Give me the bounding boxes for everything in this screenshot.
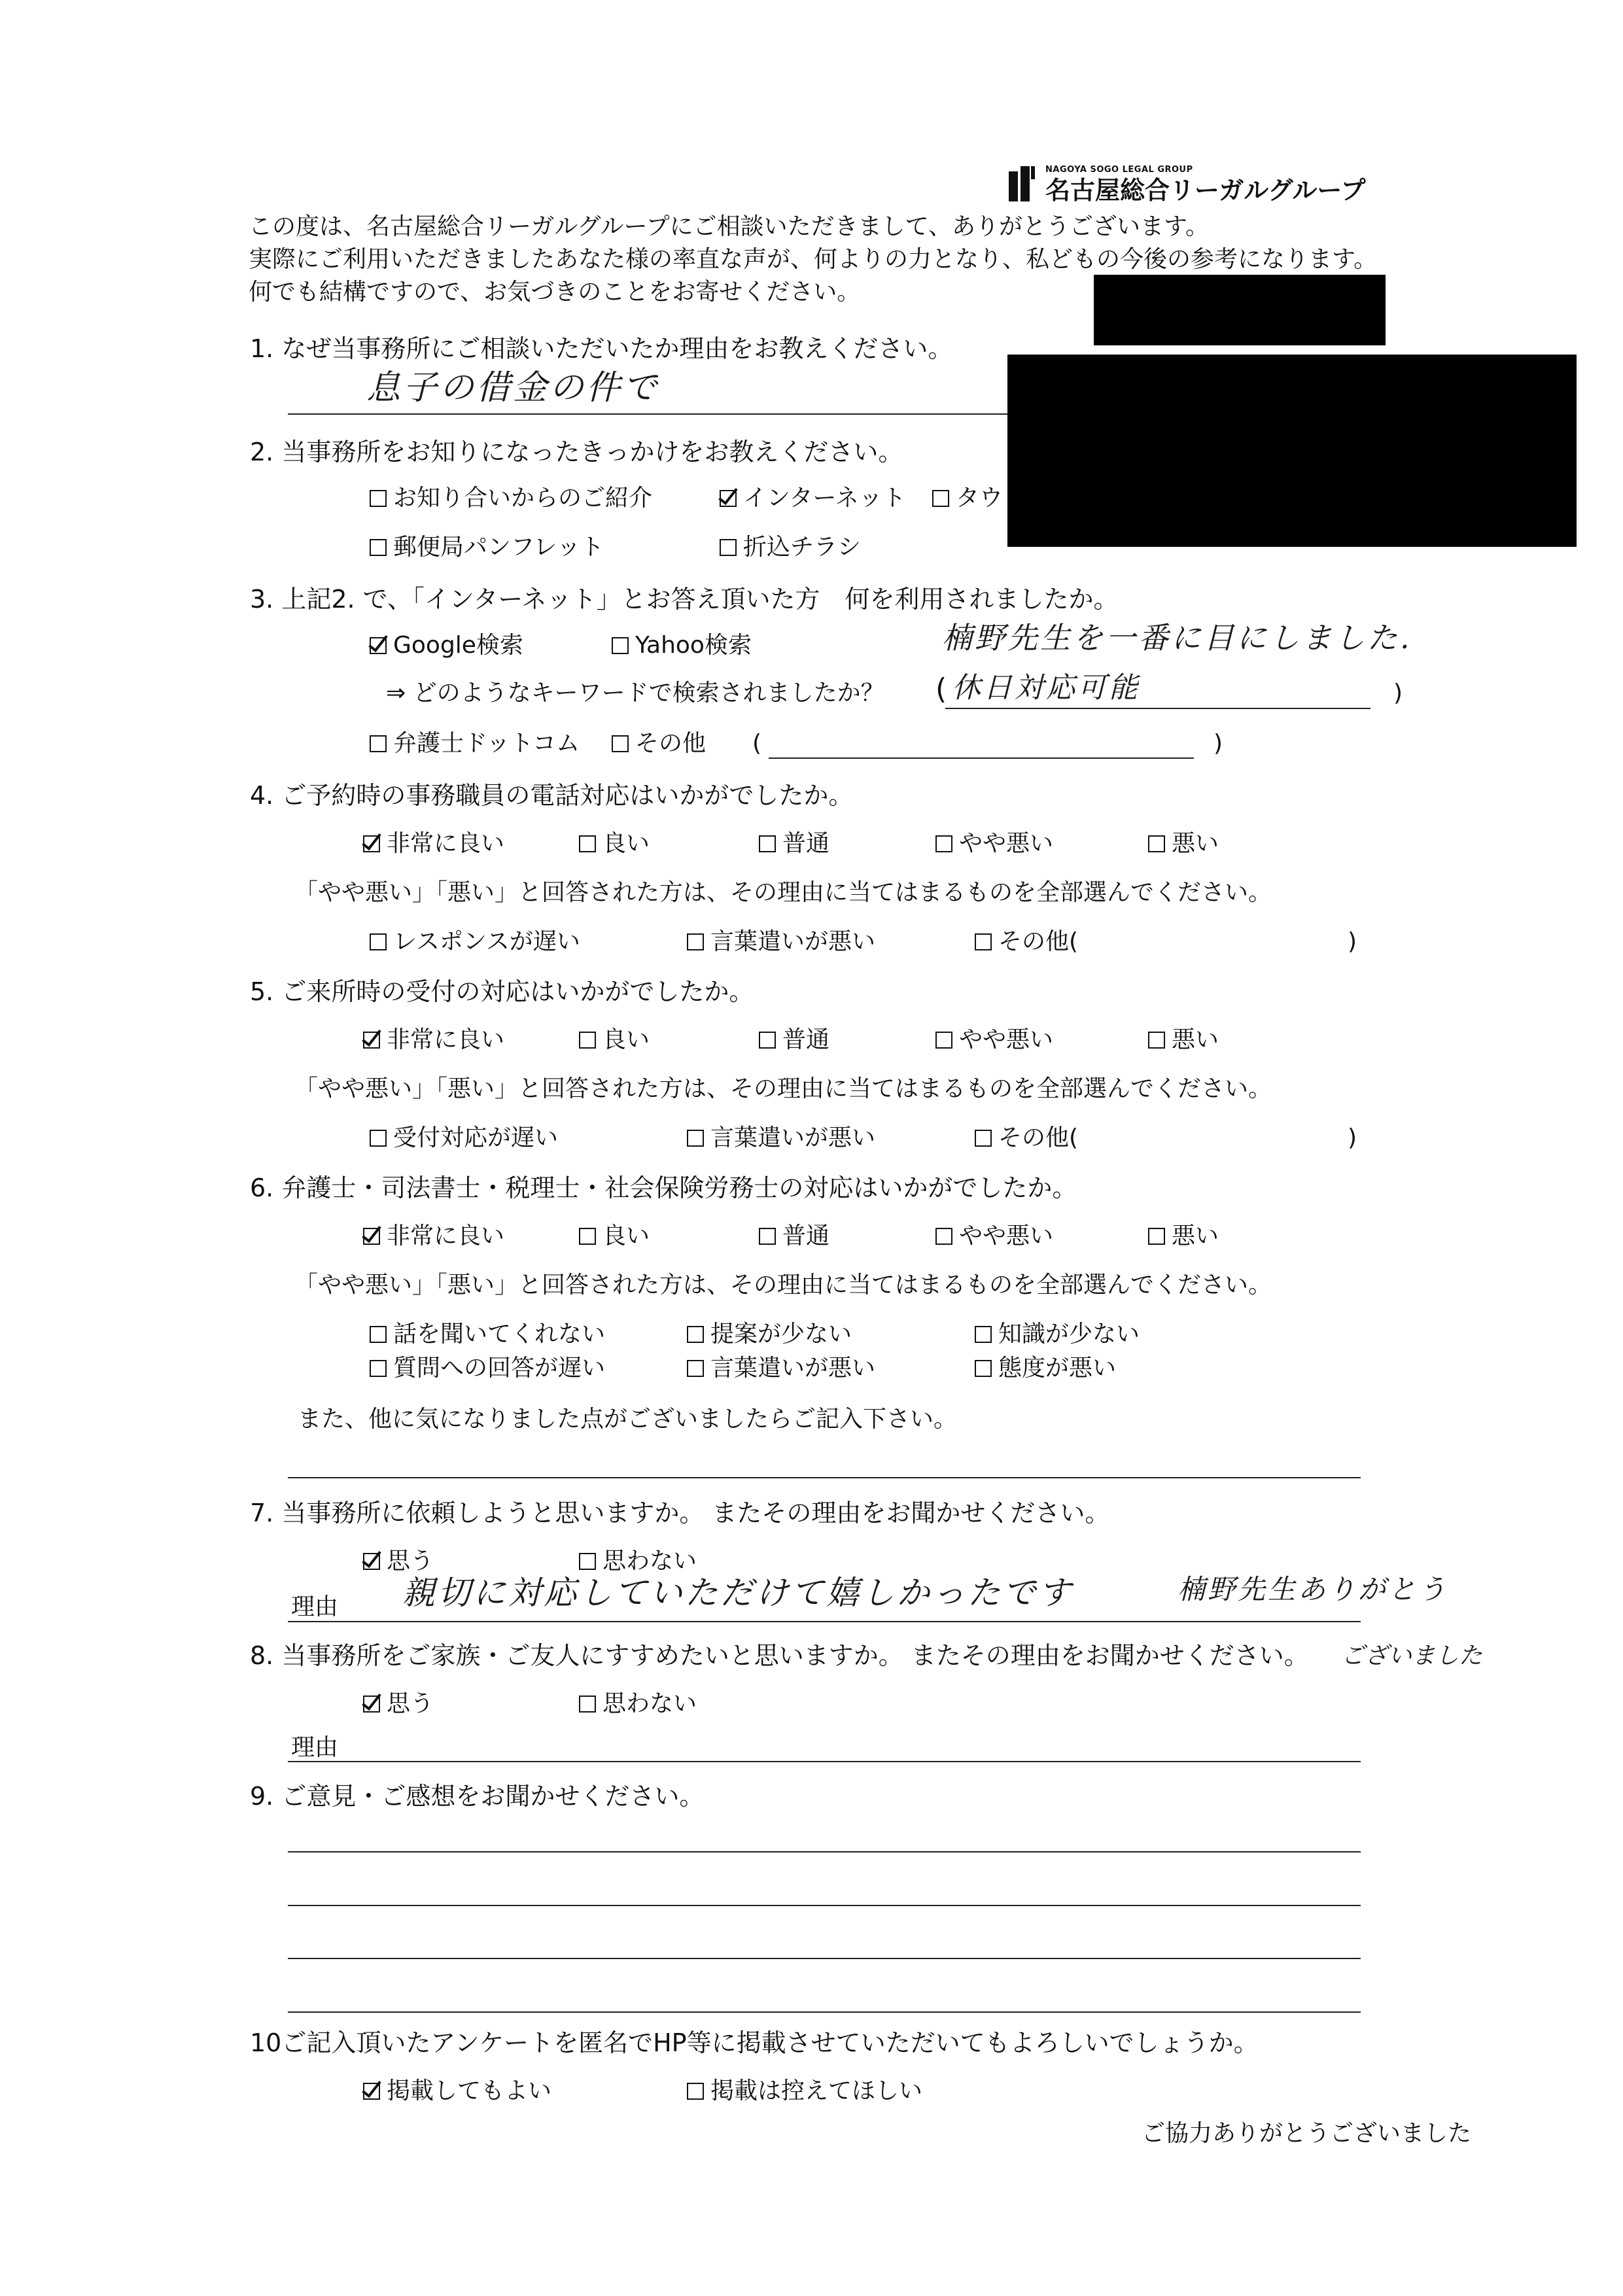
q3-option-yahoo-label: Yahoo検索	[635, 632, 752, 659]
intro-line-1: この度は、名古屋総合リーガルグループにご相談いただきまして、ありがとうございます。	[249, 213, 1210, 240]
q10-option-no[interactable]	[687, 2077, 922, 2106]
checkbox[interactable]	[612, 637, 629, 654]
q3-keyword-answer: 休日対応可能	[952, 671, 1140, 704]
q1-answer: 息子の借金の件で	[366, 368, 660, 408]
q6-option-listen-label: 話を聞いてくれない	[393, 1321, 606, 1348]
q1-answer-line	[288, 413, 1007, 415]
q5-very-good[interactable]	[363, 1026, 504, 1054]
q4-option-other[interactable]	[975, 928, 1078, 956]
q6-other-prompt: また、他に気になりました点がございましたらご記入下さい。	[298, 1406, 958, 1433]
q8-option-yes-label: 思う	[387, 1690, 434, 1717]
q4-somewhat-bad-label: やや悪い	[959, 830, 1054, 857]
q4-normal-label: 普通	[782, 830, 830, 857]
checkbox[interactable]	[975, 1360, 992, 1377]
q4-very-good[interactable]	[363, 829, 504, 858]
q6-option-listen[interactable]	[370, 1320, 605, 1349]
q4-somewhat-bad[interactable]	[935, 829, 1053, 858]
q4-option-other-label: その他(	[998, 928, 1079, 955]
intro-line-3: 何でも結構ですので、お気づきのことをお寄せください。	[249, 279, 861, 305]
q9-line-4[interactable]	[288, 2011, 1361, 2013]
q6-good-label: 良い	[602, 1223, 650, 1249]
checkbox[interactable]	[687, 2083, 704, 2100]
q3-option-yahoo[interactable]	[612, 631, 752, 660]
q3-keyword-note: 楠野先生を一番に目にしました.	[942, 620, 1412, 655]
checkbox[interactable]	[370, 1326, 387, 1343]
checkbox[interactable]	[579, 1696, 596, 1713]
q8-option-no-label: 思わない	[602, 1690, 697, 1717]
q7-question: 7. 当事務所に依頼しようと思いますか。 またその理由をお聞かせください。	[250, 1499, 1110, 1527]
checkbox[interactable]	[1148, 1032, 1165, 1049]
q5-option-words[interactable]	[687, 1124, 875, 1153]
checkbox[interactable]	[759, 1032, 776, 1049]
q10-question: 10ご記入頂いたアンケートを匿名でHP等に掲載させていただいてもよろしいでしょうか。	[250, 2028, 1259, 2057]
logo-icon	[1007, 165, 1036, 203]
q4-very-good-label: 非常に良い	[387, 830, 505, 857]
q8-option-yes[interactable]	[363, 1690, 434, 1718]
q9-line-3[interactable]	[288, 1958, 1361, 1959]
q4-bad[interactable]	[1148, 829, 1219, 858]
q3-option-google-label: Google検索	[393, 632, 523, 659]
checkbox[interactable]	[759, 835, 776, 852]
q7-reason-extra: 楠野先生ありがとう	[1178, 1573, 1449, 1605]
q2-option-flyer-label: 折込チラシ	[743, 534, 862, 561]
q7-option-yes-label: 思う	[387, 1548, 434, 1574]
q5-bad[interactable]	[1148, 1026, 1219, 1054]
q6-option-words[interactable]	[687, 1354, 875, 1383]
q7-option-no[interactable]	[579, 1547, 697, 1576]
q6-option-answer-slow[interactable]	[370, 1354, 605, 1383]
q9-line-2[interactable]	[288, 1905, 1361, 1906]
q4-other-close: )	[1348, 928, 1357, 955]
q4-good[interactable]	[579, 829, 650, 858]
checkbox-checked[interactable]	[363, 835, 380, 852]
checkbox[interactable]	[370, 490, 387, 507]
checkbox[interactable]	[975, 1326, 992, 1343]
checkbox[interactable]	[579, 1553, 596, 1570]
q8-reason-label: 理由	[291, 1734, 339, 1761]
q5-option-other-label: その他(	[998, 1124, 1079, 1151]
q3-other-open: (	[752, 730, 762, 757]
q7-reason-extra-2: ございました	[1341, 1643, 1483, 1669]
checkbox[interactable]	[1148, 835, 1165, 852]
checkbox-checked[interactable]	[363, 1228, 380, 1245]
q6-question: 6. 弁護士・司法書士・税理士・社会保険労務士の対応はいかがでしたか。	[250, 1174, 1077, 1202]
checkbox[interactable]	[579, 1228, 596, 1245]
redaction-block	[1007, 355, 1577, 547]
q2-option-flyer[interactable]	[720, 533, 861, 562]
q3-open-paren: (	[935, 672, 947, 706]
q6-somewhat-bad-label: やや悪い	[959, 1223, 1054, 1249]
q4-option-slow[interactable]	[370, 928, 580, 956]
q2-option-referral-label: お知り合いからのご紹介	[393, 485, 653, 512]
q6-very-good-label: 非常に良い	[387, 1223, 505, 1249]
q6-option-proposal[interactable]	[687, 1320, 852, 1349]
q6-bad-label: 悪い	[1172, 1223, 1219, 1249]
checkbox[interactable]	[579, 835, 596, 852]
checkbox[interactable]	[759, 1228, 776, 1245]
q4-option-words[interactable]	[687, 928, 875, 956]
q2-option-post[interactable]	[370, 533, 604, 562]
checkbox-checked[interactable]	[370, 637, 387, 654]
q4-reason-prompt: 「やや悪い」「悪い」と回答された方は、その理由に当てはまるものを全部選んでください。	[294, 879, 1272, 906]
checkbox[interactable]	[370, 1360, 387, 1377]
q6-option-words-label: 言葉遣いが悪い	[710, 1355, 876, 1382]
q5-reason-prompt: 「やや悪い」「悪い」と回答された方は、その理由に当てはまるものを全部選んでください。	[294, 1075, 1272, 1102]
q7-option-no-label: 思わない	[602, 1548, 697, 1574]
q3-option-other-label: その他	[635, 730, 707, 757]
footer-thanks: ご協力ありがとうございました	[1142, 2120, 1472, 2147]
q6-option-knowledge-label: 知識が少ない	[998, 1321, 1140, 1348]
q7-reason-label: 理由	[291, 1593, 339, 1620]
q6-bad[interactable]	[1148, 1222, 1219, 1251]
q7-reason-line[interactable]	[288, 1621, 1361, 1622]
q5-option-slow-label: 受付対応が遅い	[393, 1124, 559, 1151]
checkbox[interactable]	[370, 1130, 387, 1147]
q6-option-attitude-label: 態度が悪い	[998, 1355, 1117, 1382]
q3-option-other[interactable]	[612, 729, 706, 758]
q8-question: 8. 当事務所をご家族・ご友人にすすめたいと思いますか。 またその理由をお聞かせください。	[250, 1641, 1309, 1670]
q3-option-bengoshi-label: 弁護士ドットコム	[393, 730, 580, 757]
redaction-name	[1094, 275, 1386, 345]
q6-option-knowledge[interactable]	[975, 1320, 1140, 1349]
q6-other-line[interactable]	[288, 1477, 1361, 1478]
q5-question: 5. ご来所時の受付の対応はいかがでしたか。	[250, 977, 754, 1006]
intro-line-2: 実際にご利用いただきましたあなた様の率直な声が、何よりの力となり、私どもの今後の参考になります。	[249, 246, 1378, 273]
q3-other-line	[769, 757, 1194, 759]
checkbox-checked[interactable]	[720, 490, 737, 507]
q3-keyword-prompt: ⇒ どのようなキーワードで検索されましたか？	[386, 680, 884, 706]
q10-option-yes[interactable]	[363, 2077, 551, 2106]
logo-subtitle: NAGOYA SOGO LEGAL GROUP	[1045, 165, 1193, 175]
q3-other-close: )	[1213, 730, 1223, 757]
q5-option-other[interactable]	[975, 1124, 1078, 1153]
q3-close-paren: )	[1393, 680, 1403, 706]
q2-option-town-label: タウ	[956, 485, 1003, 512]
checkbox[interactable]	[935, 1032, 952, 1049]
q3-question: 3. 上記2. で、「インターネット」とお答え頂いた方 何を利用されましたか。	[250, 585, 1119, 614]
q6-good[interactable]	[579, 1222, 650, 1251]
checkbox[interactable]	[687, 933, 704, 950]
q5-option-words-label: 言葉遣いが悪い	[710, 1124, 876, 1151]
q6-option-answer-slow-label: 質問への回答が遅い	[393, 1355, 606, 1382]
checkbox-checked[interactable]	[363, 1696, 380, 1713]
q4-question: 4. ご予約時の事務職員の電話対応はいかがでしたか。	[250, 781, 854, 810]
checkbox[interactable]	[687, 1130, 704, 1147]
checkbox[interactable]	[370, 539, 387, 556]
q6-option-attitude[interactable]	[975, 1354, 1116, 1383]
q5-good[interactable]	[579, 1026, 650, 1054]
q7-option-yes[interactable]	[363, 1547, 434, 1576]
q9-question: 9. ご意見・ご感想をお聞かせください。	[250, 1782, 705, 1811]
q4-option-words-label: 言葉遣いが悪い	[710, 928, 876, 955]
q7-reason-answer: 親切に対応していただけて嬉しかったです	[402, 1574, 1073, 1612]
q8-reason-line[interactable]	[288, 1761, 1361, 1762]
q9-line-1[interactable]	[288, 1851, 1361, 1852]
checkbox[interactable]	[932, 490, 949, 507]
checkbox[interactable]	[579, 1032, 596, 1049]
q2-option-town[interactable]	[932, 484, 1003, 513]
q3-option-google[interactable]	[370, 631, 523, 660]
q5-normal-label: 普通	[782, 1026, 830, 1053]
q4-bad-label: 悪い	[1172, 830, 1219, 857]
checkbox[interactable]	[975, 933, 992, 950]
q8-option-no[interactable]	[579, 1690, 697, 1718]
checkbox[interactable]	[370, 933, 387, 950]
checkbox[interactable]	[370, 735, 387, 752]
q5-good-label: 良い	[602, 1026, 650, 1053]
checkbox-checked[interactable]	[363, 1032, 380, 1049]
checkbox[interactable]	[687, 1360, 704, 1377]
q5-very-good-label: 非常に良い	[387, 1026, 505, 1053]
q5-other-close: )	[1348, 1124, 1357, 1151]
q2-question: 2. 当事務所をお知りになったきっかけをお教えください。	[250, 438, 903, 466]
q6-normal[interactable]	[759, 1222, 829, 1251]
q5-normal[interactable]	[759, 1026, 829, 1054]
q6-option-proposal-label: 提案が少ない	[710, 1321, 852, 1348]
checkbox[interactable]	[935, 835, 952, 852]
checkbox[interactable]	[720, 539, 737, 556]
q6-normal-label: 普通	[782, 1223, 830, 1249]
q1-question: 1. なぜ当事務所にご相談いただいたか理由をお教えください。	[250, 334, 953, 363]
checkbox[interactable]	[612, 735, 629, 752]
q2-option-internet-label: インターネット	[743, 485, 906, 512]
q4-normal[interactable]	[759, 829, 829, 858]
q6-reason-prompt: 「やや悪い」「悪い」と回答された方は、その理由に当てはまるものを全部選んでください。	[294, 1272, 1272, 1298]
q6-somewhat-bad[interactable]	[935, 1222, 1053, 1251]
q4-option-slow-label: レスポンスが遅い	[393, 928, 580, 955]
q3-option-bengoshi[interactable]	[370, 729, 580, 758]
q4-good-label: 良い	[602, 830, 650, 857]
q2-option-internet[interactable]	[720, 484, 906, 513]
checkbox[interactable]	[975, 1130, 992, 1147]
q5-bad-label: 悪い	[1172, 1026, 1219, 1053]
q6-very-good[interactable]	[363, 1222, 504, 1251]
q5-somewhat-bad-label: やや悪い	[959, 1026, 1054, 1053]
checkbox[interactable]	[1148, 1228, 1165, 1245]
q3-keyword-line	[945, 708, 1370, 709]
checkbox-checked[interactable]	[363, 2083, 380, 2100]
checkbox[interactable]	[687, 1326, 704, 1343]
q5-somewhat-bad[interactable]	[935, 1026, 1053, 1054]
q10-option-no-label: 掲載は控えてほしい	[710, 2078, 923, 2104]
q5-option-slow[interactable]	[370, 1124, 558, 1153]
q2-option-referral[interactable]	[370, 484, 652, 513]
q10-option-yes-label: 掲載してもよい	[387, 2078, 552, 2104]
logo-name: 名古屋総合リーガルグループ	[1045, 176, 1366, 205]
checkbox-checked[interactable]	[363, 1553, 380, 1570]
q2-option-post-label: 郵便局パンフレット	[393, 534, 604, 561]
checkbox[interactable]	[935, 1228, 952, 1245]
